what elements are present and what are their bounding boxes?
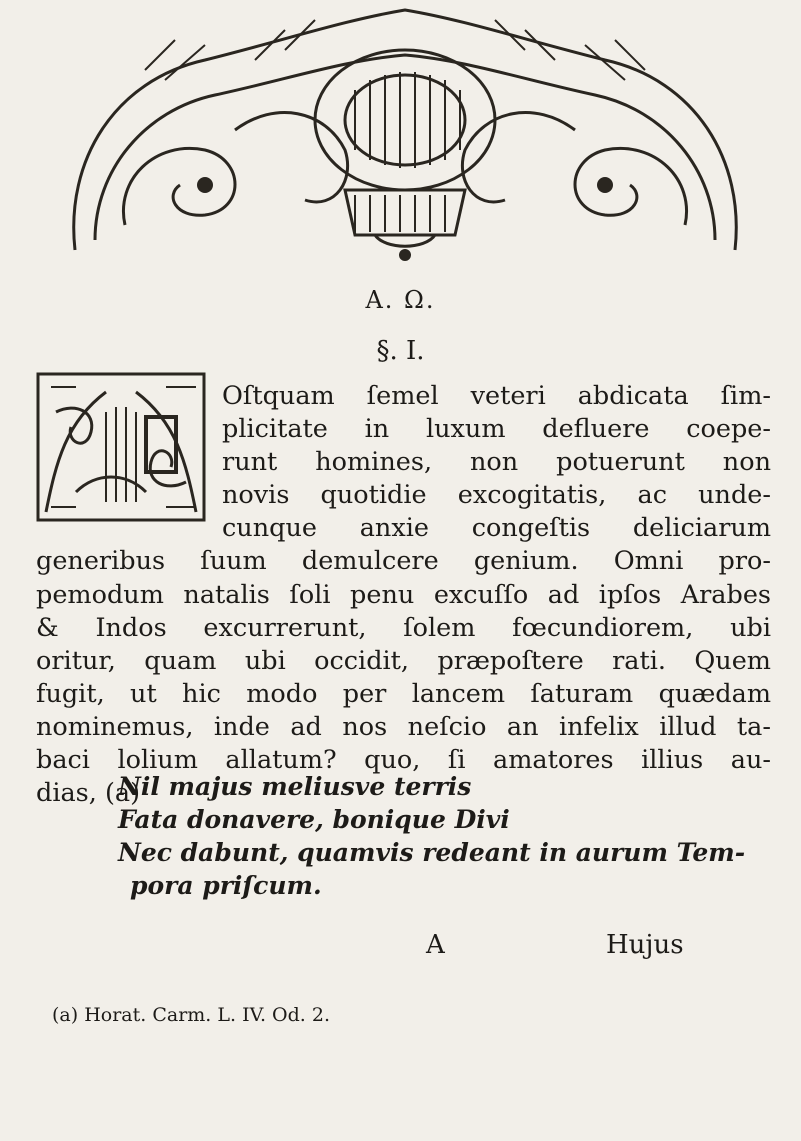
text-line: & Indos excurrerunt, ſolem fœcundiorem, ubi bbox=[36, 612, 771, 643]
text-line: dias, (a) bbox=[36, 778, 141, 809]
text-line: plicitate in luxum defluere coepe- bbox=[222, 414, 771, 445]
text-line: baci lolium allatum? quo, ſi amatores illius au- bbox=[36, 745, 771, 776]
section-number: §. I. bbox=[376, 336, 425, 366]
text-line: nominemus, inde ad nos neſcio an infelix illud ta- bbox=[36, 711, 771, 742]
verse-line: Fata donavere, bonique Divi bbox=[118, 805, 510, 834]
text-line: Oſtquam ſemel veteri abdicata ſim- bbox=[222, 381, 771, 411]
verse-line: Nec dabunt, quamvis redeant in aurum Tem- bbox=[118, 838, 746, 867]
verse-quotation bbox=[118, 770, 746, 902]
body-paragraph bbox=[36, 380, 771, 810]
text-line: pemodum natalis ſoli penu excuſſo ad ipſos Arabes bbox=[36, 579, 771, 610]
headpiece-ornament-icon bbox=[55, 0, 755, 262]
verse-line: pora priſcum. bbox=[130, 871, 322, 900]
text-line: runt homines, non potuerunt non bbox=[222, 447, 771, 478]
text-line: fugit, ut hic modo per lancem ſaturam quædam bbox=[36, 678, 771, 709]
text-line: novis quotidie excogitatis, ac unde- bbox=[222, 480, 771, 511]
footnote: (a) Horat. Carm. L. IV. Od. 2. bbox=[52, 1004, 330, 1026]
verse-line: Nil majus meliusve terris bbox=[118, 772, 472, 801]
text-line: generibus ſuum demulcere genium. Omni pro- bbox=[36, 546, 771, 577]
catchword: Hujus bbox=[606, 930, 684, 960]
text-line: oritur, quam ubi occidit, præpoſtere rati. Quem bbox=[36, 645, 771, 676]
signature-mark: A bbox=[426, 930, 445, 960]
text-line: cunque anxie congeſtis deliciarum bbox=[222, 513, 771, 544]
heading-symbols: A. Ω. bbox=[365, 286, 436, 314]
